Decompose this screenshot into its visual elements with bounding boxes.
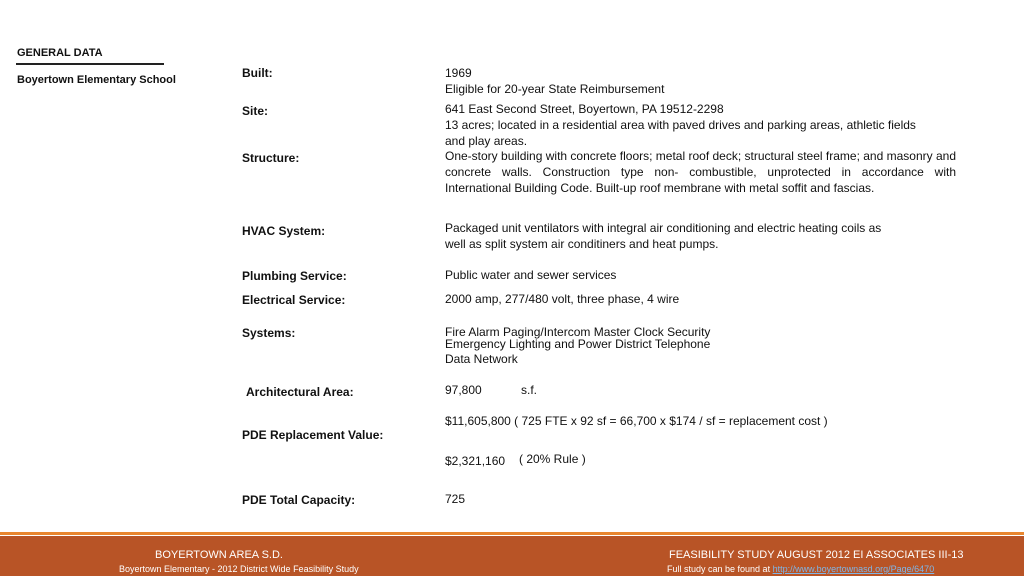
footer-study-info: FEASIBILITY STUDY AUGUST 2012 EI ASSOCIATES III-13: [669, 549, 964, 561]
electrical-value: 2000 amp, 277/480 volt, three phase, 4 wire: [445, 292, 680, 306]
capacity-value: 725: [445, 492, 466, 506]
footer-study-title: Boyertown Elementary - 2012 District Wide Feasibility Study: [119, 564, 359, 574]
built-note: Eligible for 20-year State Reimbursement: [445, 82, 665, 96]
area-value: 97,800: [445, 383, 482, 397]
area-label: Architectural Area:: [246, 385, 354, 399]
replacement-20pct: $2,321,160: [445, 454, 506, 468]
section-title: GENERAL DATA: [17, 47, 103, 59]
built-year: 1969: [445, 66, 472, 80]
site-label: Site:: [242, 104, 269, 118]
plumbing-label: Plumbing Service:: [242, 269, 347, 283]
footer-link-row: [667, 564, 934, 574]
built-label: Built:: [242, 66, 273, 80]
systems-line2: Emergency Lighting and Power District Telephone: [445, 337, 711, 351]
section-divider: [16, 63, 164, 65]
school-name: Boyertown Elementary School: [17, 74, 176, 86]
footer-study-link[interactable]: http://www.boyertownasd.org/Page/6470: [772, 564, 935, 574]
hvac-line2: well as split system air conditiners and heat pumps.: [445, 237, 719, 251]
hvac-label: HVAC System:: [242, 224, 326, 238]
footer-accent-line: [0, 532, 1024, 535]
replacement-value: $11,605,800 ( 725 FTE x 92 sf = 66,700 x $174 / sf = replacement cost ): [445, 414, 828, 428]
site-address: 641 East Second Street, Boyertown, PA 19512-2298: [445, 102, 724, 116]
structure-label: Structure:: [242, 151, 300, 165]
footer-district: BOYERTOWN AREA S.D.: [155, 549, 283, 561]
replacement-rule: ( 20% Rule ): [519, 452, 586, 466]
footer: [0, 536, 1024, 576]
footer-link-prefix: Full study can be found at: [667, 564, 771, 574]
replacement-label: PDE Replacement Value:: [242, 428, 384, 442]
hvac-line1: Packaged unit ventilators with integral air conditioning and electric heating coils as: [445, 221, 882, 235]
structure-description: One-story building with concrete floors; metal roof deck; structural steel frame; and masonry and concrete walls. Construction type non- combustible, unprotected in accordance with International Building Code. Built-up roof membrane with metal soffit and fascias.: [445, 149, 956, 195]
electrical-label: Electrical Service:: [242, 293, 346, 307]
systems-line3: Data Network: [445, 352, 518, 366]
systems-line1: Fire Alarm Paging/Intercom Master Clock Security: [445, 325, 711, 339]
capacity-label: PDE Total Capacity:: [242, 493, 356, 507]
systems-label: Systems:: [242, 326, 296, 340]
site-description: 13 acres; located in a residential area with paved drives and parking areas, athletic fields: [445, 118, 916, 132]
site-description-cont: and play areas.: [445, 134, 528, 148]
plumbing-value: Public water and sewer services: [445, 268, 617, 282]
area-unit: s.f.: [521, 383, 538, 397]
